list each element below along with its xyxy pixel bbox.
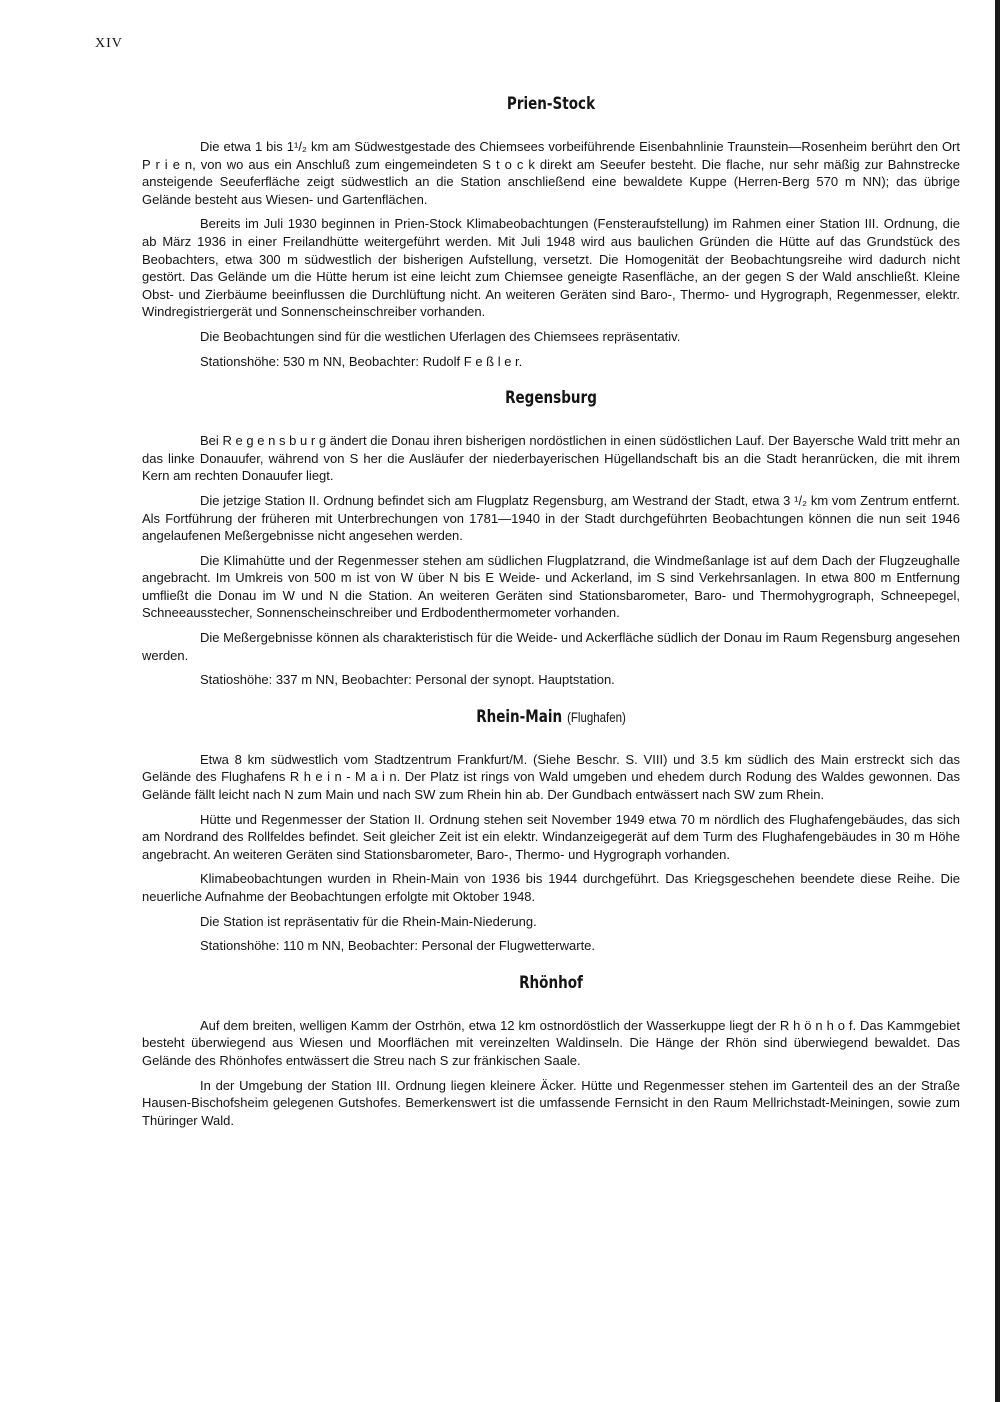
section-title xyxy=(216,973,887,993)
section-title-text: Rhein-Main xyxy=(476,706,563,726)
paragraph: Etwa 8 km südwestlich vom Stadtzentrum Frankfurt/M. (Siehe Beschr. S. VIII) und 3.5 km südlich des Main erstreckt sich das Gelände des Flughafens R h e i n - M a i n. Der Platz ist rings von Wald umgeben und ehedem durch Rodung des Waldes gewonnen. Das Gelände fällt leicht nach N zum Main und nach SW zum Rhein hin ab. Der Gundbach entwässert nach SW zum Rhein. xyxy=(142,751,960,803)
section-rhein-main xyxy=(142,707,960,955)
paragraph: Die Klimahütte und der Regenmesser stehen am südlichen Flugplatzrand, die Windmeßanlage ist auf dem Dach der Flugzeughalle angebracht. Im Umkreis von 500 m ist von W über N bis E Weide- und Ackerland, im S sind Verkehrsanlagen. In etwa 800 m Entfernung umfließt die Donau im W und N die Station. An weiteren Geräten sind Stationsbarometer, Baro- und Thermohygrograph, Schneepegel, Schneeausstecher, Sonnenscheinschreiber und Erdbodenthermometer vorhanden. xyxy=(142,552,960,621)
paragraph: Bereits im Juli 1930 beginnen in Prien-Stock Klimabeobachtungen (Fensteraufstellung) im Rahmen einer Station III. Ordnung, die ab März 1936 in einer Freilandhütte weitergeführt werden. Mit Juli 1948 wird aus baulichen Gründen die Hütte auf das Grundstück des Beobachters, etwa 300 m südwestlich der bisherigen Aufstellung, versetzt. Die Homogenität der Beobachtungsreihe wird dadurch nicht gestört. Das Gelände um die Hütte herum ist eine leicht zum Chiemsee geneigte Rasenfläche, an der gegen S der Wald anschließt. Kleine Obst- und Zierbäume beeinflussen die Durchlüftung nicht. An weiteren Geräten sind Baro-, Thermo- und Hygrograph, Regenmesser, elektr. Windregistriergerät und Sonnenscheinschreiber vorhanden. xyxy=(142,216,960,320)
paragraph: Auf dem breiten, welligen Kamm der Ostrhön, etwa 12 km ostnordöstlich der Wasserkuppe liegt der R h ö n h o f. Das Kammgebiet besteht überwiegend aus Wiesen und Moorflächen mit vereinzelten Waldinseln. Die Hänge der Rhön sind überwiegend bewaldet. Das Gelände des Rhönhofes entwässert die Streu nach S zur fränkischen Saale. xyxy=(142,1017,960,1068)
section-title xyxy=(216,707,887,727)
section-subtitle: (Flughafen) xyxy=(567,708,626,725)
section-title-text: Prien-Stock xyxy=(506,94,596,113)
paragraph: Klimabeobachtungen wurden in Rhein-Main von 1936 bis 1944 durchgeführt. Das Kriegsgeschehen beendete diese Reihe. Die neuerliche Aufnahme der Beobachtungen erfolgte mit Oktober 1948. xyxy=(142,871,960,904)
paragraph: Die jetzige Station II. Ordnung befindet sich am Flugplatz Regensburg, am Westrand der Stadt, etwa 3 ¹/₂ km vom Zentrum entfernt. Als Fortführung der früheren mit Unterbrechungen von 1781—1940 in der Stadt durchgeführten Beobachtungen können die nun seit 1946 angelaufenen Meßergebnisse nicht angesehen werden. xyxy=(142,492,960,544)
section-title-text: Regensburg xyxy=(505,388,597,408)
paragraph: Hütte und Regenmesser der Station II. Ordnung stehen seit November 1949 etwa 70 m nördlich des Flughafengebäudes, das sich am Nordrand des Rollfeldes befindet. Seit gleicher Zeit ist ein elektr. Windanzeigegerät auf dem Turm des Flughafengebäudes in 30 m Höhe angebracht. An weiteren Geräten sind Stationsbarometer, Baro-, Thermo- und Hygrograph vorhanden. xyxy=(142,811,960,862)
section-title xyxy=(216,94,887,114)
page-content xyxy=(142,94,960,1147)
section-title-text: Rhönhof xyxy=(519,972,583,992)
station-info: Stationshöhe: 110 m NN, Beobachter: Personal der Flugwetterwarte. xyxy=(200,938,596,954)
section-regensburg xyxy=(142,388,960,689)
paragraph: Bei R e g e n s b u r g ändert die Donau ihren bisherigen nordöstlichen in einen südöstlichen Lauf. Der Bayersche Wald tritt mehr an das linke Donauufer, während von S her die Ausläufer der niederbayerischen Hügellandschaft bis an die Stadt heranrücken, die mit ihrem Kern am rechten Donauufer liegt. xyxy=(142,433,960,484)
page-number: XIV xyxy=(95,36,123,51)
station-info: Stationshöhe: 530 m NN, Beobachter: Rudolf F e ß l e r. xyxy=(200,353,523,369)
scan-edge xyxy=(995,0,1000,1402)
section-title xyxy=(216,388,887,408)
paragraph: Die Meßergebnisse können als charakteristisch für die Weide- und Ackerfläche südlich der Donau im Raum Regensburg angesehen werden. xyxy=(142,630,960,663)
section-rhoenhof xyxy=(142,973,960,1130)
paragraph: Die etwa 1 bis 1¹/₂ km am Südwestgestade des Chiemsees vorbeiführende Eisenbahnlinie Traunstein—Rosenheim berührt den Ort P r i e n, von wo aus ein Anschluß zum eingemeindeten S t o c k direkt am Seeufer besteht. Die flache, nur sehr mäßig zur Bahnstrecke ansteigende Seeuferfläche zeigt südwestlich an die Station anschließend eine bewaldete Kuppe (Herren-Berg 570 m NN); das übrige Gelände besteht aus Wiesen- und Gartenflächen. xyxy=(142,139,960,207)
station-info: Statioshöhe: 337 m NN, Beobachter: Personal der synopt. Hauptstation. xyxy=(200,672,615,688)
section-prien-stock xyxy=(142,94,960,370)
paragraph: In der Umgebung der Station III. Ordnung liegen kleinere Äcker. Hütte und Regenmesser stehen im Gartenteil des an der Straße Hausen-Bischofsheim gelegenen Gutshofes. Bemerkenswert ist die umfassende Fernsicht in den Raum Mellrichstadt-Meiningen, sowie zum Thüringer Wald. xyxy=(142,1077,960,1128)
paragraph: Die Station ist repräsentativ für die Rhein-Main-Niederung. xyxy=(200,913,537,929)
paragraph: Die Beobachtungen sind für die westlichen Uferlagen des Chiemsees repräsentativ. xyxy=(200,328,681,344)
